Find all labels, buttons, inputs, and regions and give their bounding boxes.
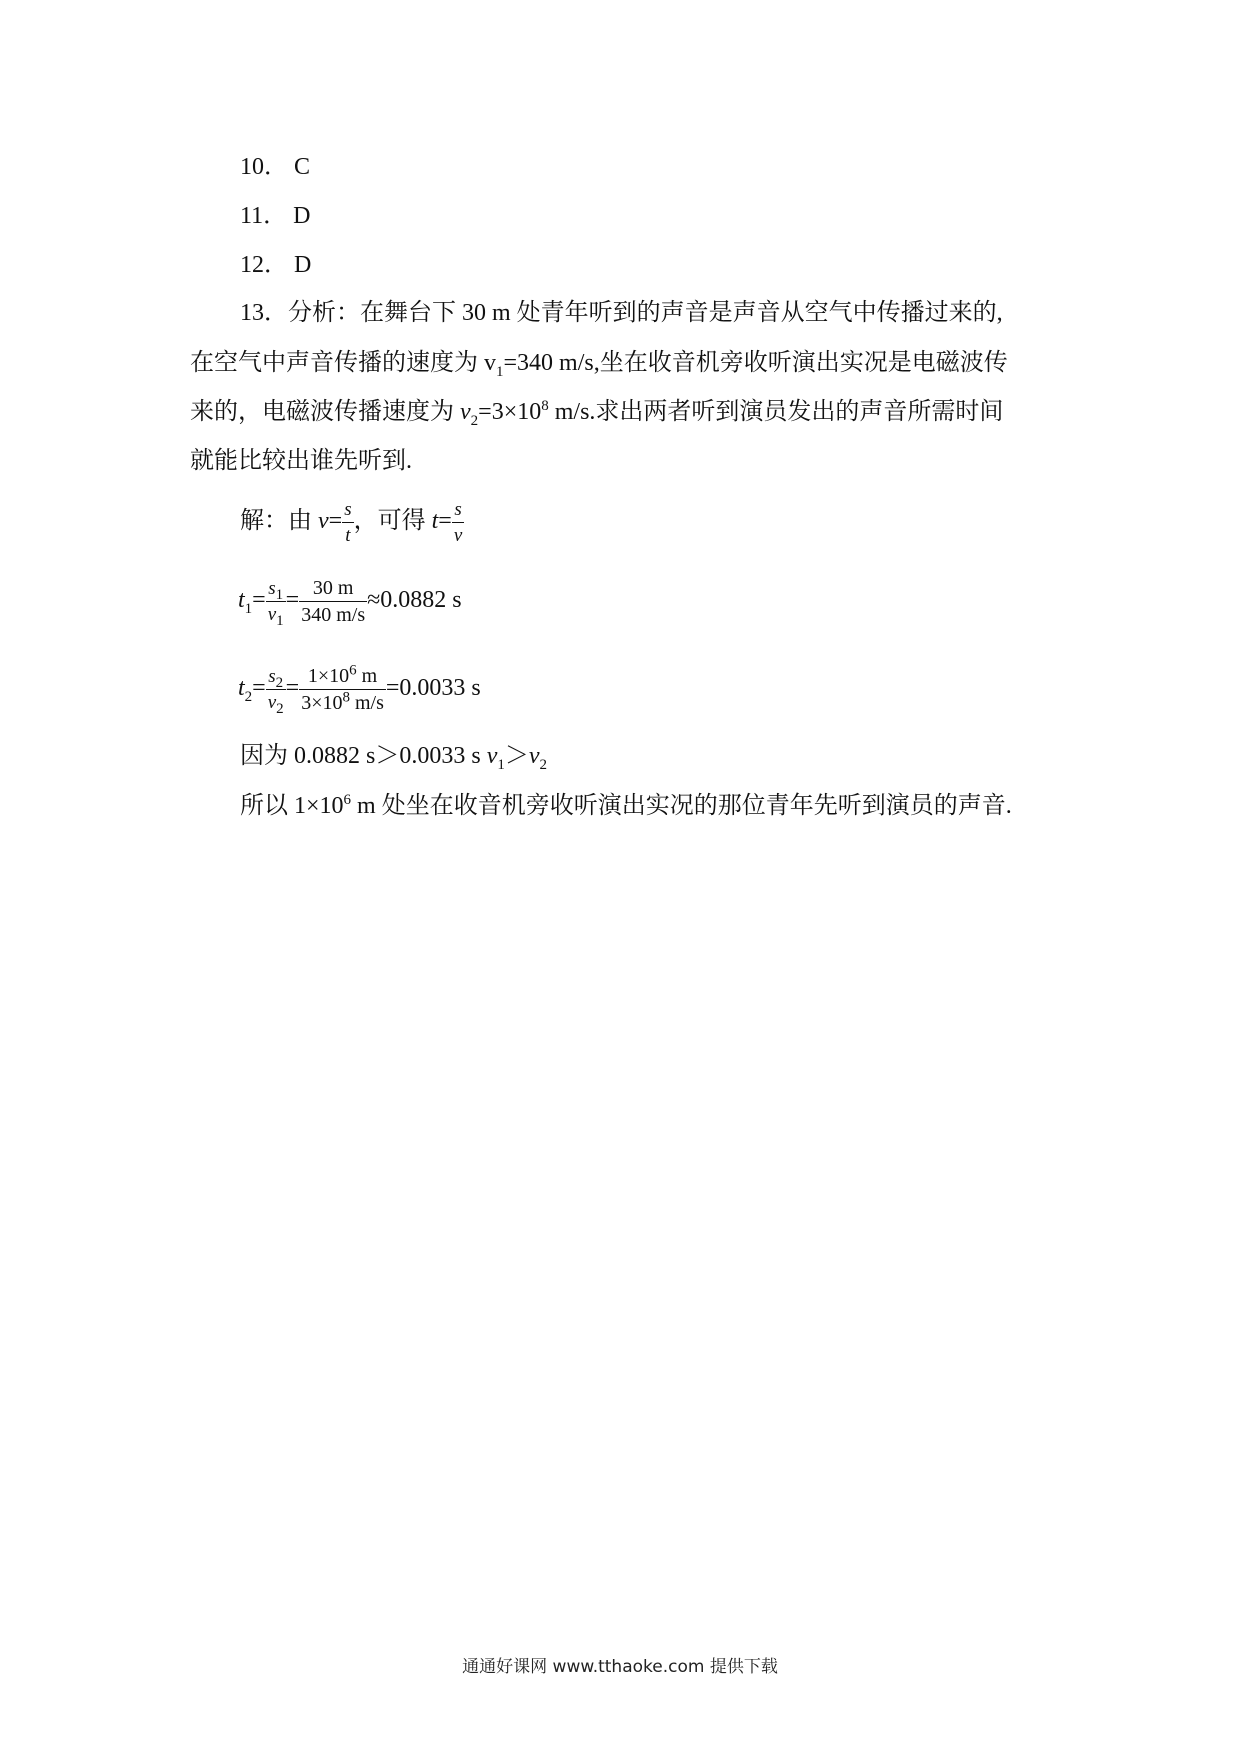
- numerator: 30 m: [299, 578, 367, 602]
- equals-sign: =: [438, 508, 452, 535]
- greater-than: ＞: [504, 743, 529, 769]
- answer-10: [240, 155, 310, 179]
- denominator: $v_1$: [267, 604, 284, 629]
- variable-v: v: [528, 743, 540, 769]
- fraction-s-over-t: [342, 500, 353, 545]
- subscript: 1: [497, 756, 505, 773]
- numerator: $s_1$: [266, 579, 286, 602]
- answer-number: 10．: [240, 154, 288, 180]
- page-footer: 通通好课网 www.tthaoke.com 提供下载: [462, 1657, 778, 1677]
- t2-result: =0.0033 s: [385, 675, 481, 702]
- answer-number: 12．: [240, 252, 288, 278]
- fraction-s-over-v: [452, 500, 464, 545]
- equals-sign: =: [252, 587, 266, 614]
- t1-result: ≈0.0882 s: [367, 587, 462, 614]
- q13-text-1: 在舞台下 30 m 处青年听到的声音是声音从空气中传播过来的,: [360, 300, 1003, 326]
- solution-comma: ，可得: [353, 508, 432, 535]
- subscript: 2: [470, 412, 479, 429]
- answer-value: D: [293, 203, 311, 229]
- answer-12: [240, 253, 311, 277]
- equation-t2: [238, 662, 481, 717]
- because-line: [240, 743, 547, 773]
- fraction-distance-over-speed: [299, 662, 386, 714]
- variable-v: v: [486, 743, 498, 769]
- denominator: $v_2$: [267, 692, 284, 717]
- solution-formula-line: [240, 500, 464, 545]
- variable-t: t: [431, 508, 439, 535]
- answer-value: C: [294, 154, 311, 180]
- q13-text-3b: =3×10: [478, 399, 542, 425]
- equals-sign: =: [252, 675, 266, 702]
- variable-t: t: [238, 675, 245, 702]
- q13-text-2a: 在空气中声音传播的速度为 v: [190, 350, 496, 376]
- q13-text-3c: m/s.求出两者听到演员发出的声音所需时间: [548, 399, 1004, 425]
- denominator: v: [453, 525, 463, 546]
- q13-analysis-label: 分析：: [288, 300, 360, 326]
- q13-analysis-line-2: [190, 350, 1008, 380]
- numerator: $s_2$: [266, 667, 286, 690]
- because-text: 因为 0.0882 s＞0.0033 s: [240, 743, 487, 769]
- denominator: $3\times 10^8$ m/s: [301, 689, 384, 714]
- answer-11: [240, 204, 310, 228]
- q13-number: 13．: [240, 300, 288, 326]
- q13-text-2b: =340 m/s,坐在收音机旁收听演出实况是电磁波传: [503, 350, 1008, 376]
- numerator: $1\times 10^6$ m: [299, 666, 386, 690]
- subscript: 1: [244, 600, 253, 617]
- fraction-30m-over-340ms: [299, 578, 367, 625]
- conclusion-text-a: 所以 1×10: [240, 793, 344, 819]
- variable-v: v: [318, 508, 329, 535]
- variable-t: t: [238, 587, 245, 614]
- superscript: 8: [541, 398, 549, 414]
- denominator: 340 m/s: [301, 604, 366, 626]
- superscript: 6: [343, 792, 352, 808]
- answer-number: 11．: [240, 203, 288, 229]
- q13-text-3a: 来的，电磁波传播速度为: [190, 399, 460, 425]
- q13-analysis-line-1: [240, 301, 1003, 325]
- subscript: 1: [496, 363, 504, 380]
- fraction-s1-over-v1: [266, 578, 286, 629]
- q13-analysis-line-4: [190, 449, 412, 473]
- subscript: 2: [244, 688, 253, 705]
- denominator: t: [345, 525, 351, 546]
- conclusion-line: [240, 794, 1012, 818]
- equals-sign: =: [285, 587, 300, 614]
- equation-t1: [238, 577, 462, 629]
- equals-sign: =: [285, 675, 300, 702]
- q13-analysis-line-3: [190, 398, 1004, 429]
- answer-value: D: [294, 252, 312, 278]
- q13-text-4: 就能比较出谁先听到.: [190, 448, 412, 474]
- numerator: s: [452, 500, 464, 523]
- conclusion-text-b: m 处坐在收音机旁收听演出实况的那位青年先听到演员的声音.: [351, 793, 1012, 819]
- equals-sign: =: [328, 508, 343, 535]
- variable-v: v: [460, 399, 471, 425]
- fraction-s2-over-v2: [266, 666, 286, 717]
- numerator: s: [342, 500, 353, 523]
- solution-intro: 解：由: [240, 508, 318, 535]
- subscript: 2: [539, 756, 547, 773]
